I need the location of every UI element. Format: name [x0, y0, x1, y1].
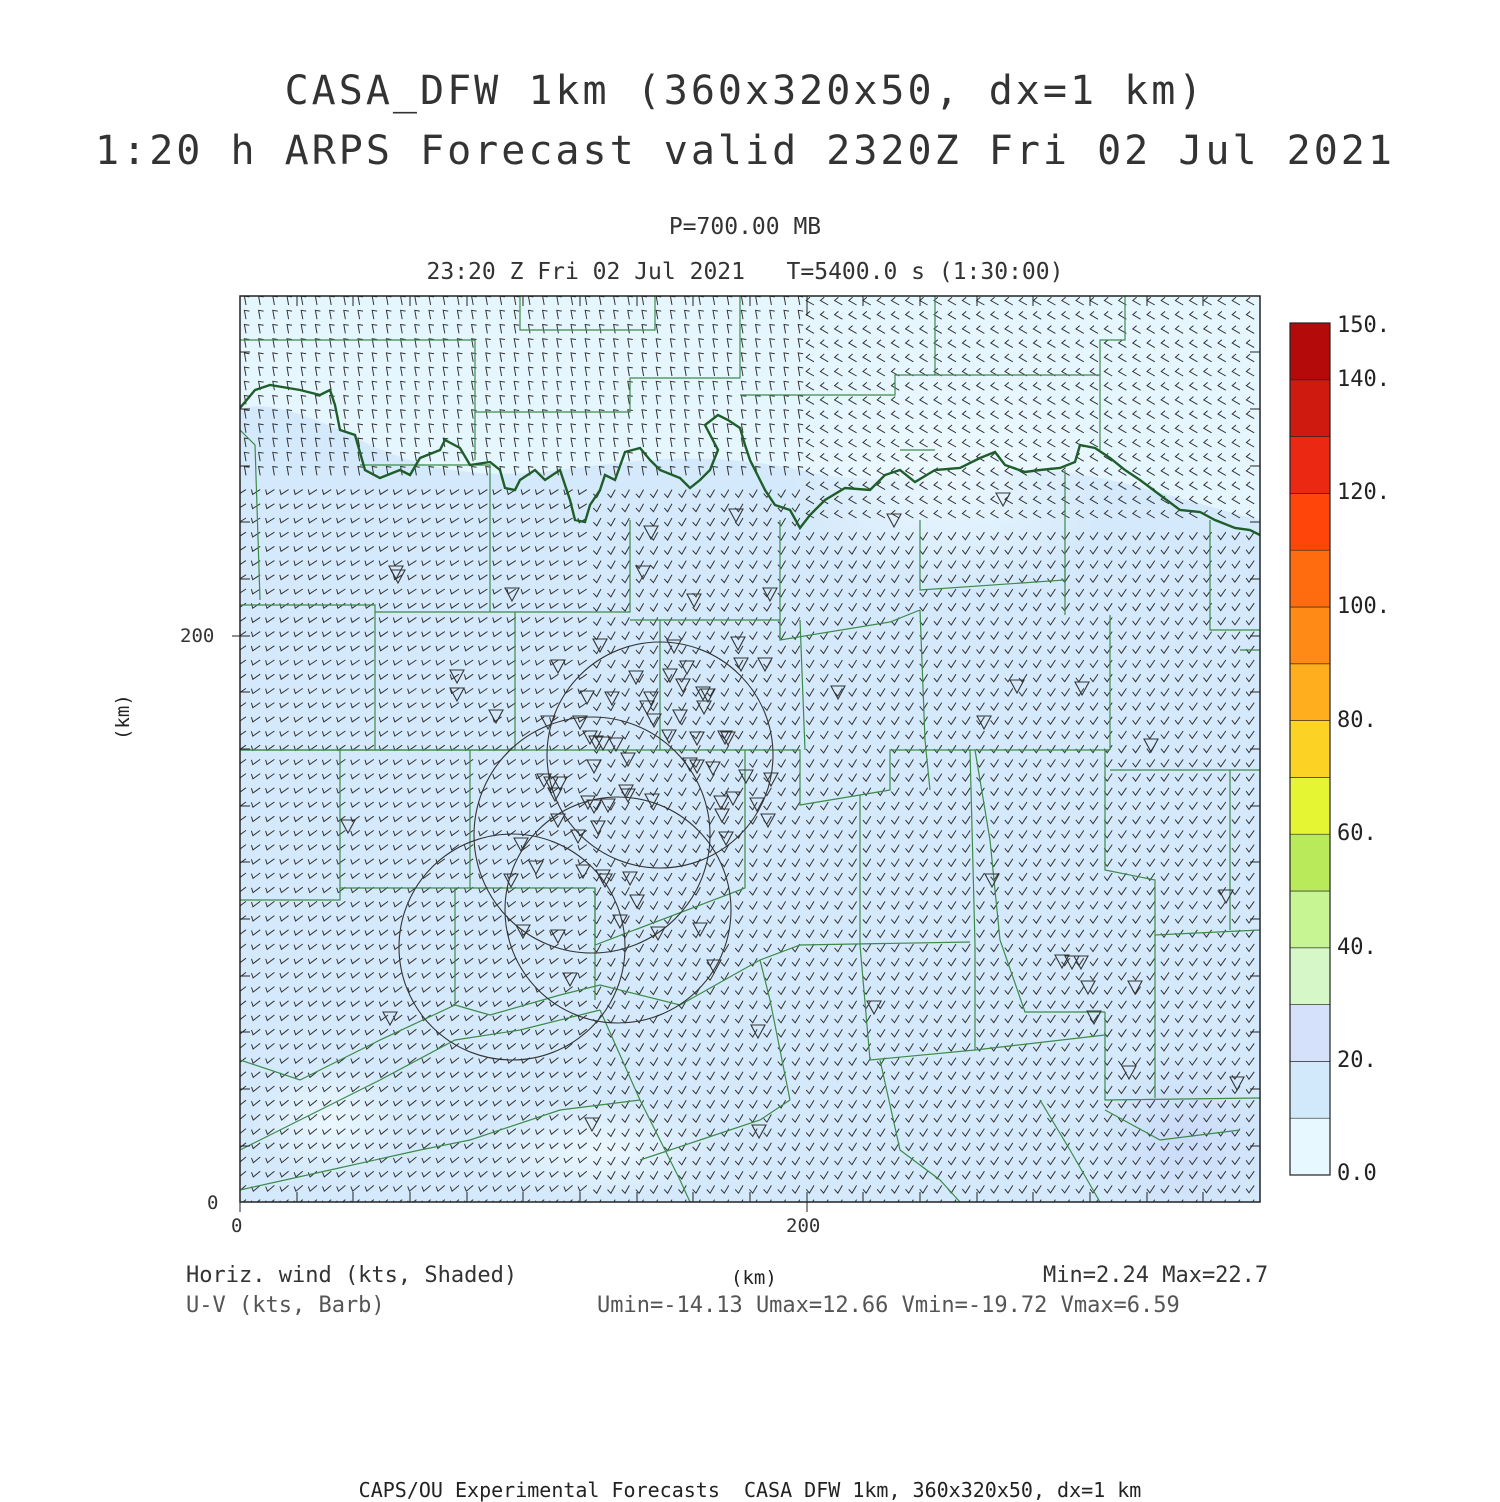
- colorbar-segment: [1290, 721, 1330, 778]
- colorbar-segment: [1290, 607, 1330, 664]
- x-axis-label: (km): [731, 1267, 777, 1289]
- colorbar-segment: [1290, 1061, 1330, 1118]
- colorbar-segment: [1290, 948, 1330, 1005]
- y-axis-label: (km): [112, 694, 134, 740]
- title-line-1: CASA_DFW 1km (360x320x50, dx=1 km): [284, 68, 1206, 114]
- colorbar-label-140: 140.: [1337, 367, 1390, 392]
- valid-time: 23:20 Z Fri 02 Jul 2021 T=5400.0 s (1:30:00): [426, 259, 1064, 285]
- colorbar-segment: [1290, 891, 1330, 948]
- colorbar-label-0: 0.0: [1337, 1161, 1377, 1186]
- colorbar-segment: [1290, 664, 1330, 721]
- uv-min-max: Umin=-14.13 Umax=12.66 Vmin=-19.72 Vmax=6.59: [597, 1293, 1180, 1318]
- colorbar-label-150: 150.: [1337, 313, 1390, 338]
- colorbar-label-100: 100.: [1337, 594, 1390, 619]
- field-label-barb: U-V (kts, Barb): [186, 1293, 385, 1318]
- colorbar-segment: [1290, 323, 1330, 380]
- field-min-max: Min=2.24 Max=22.7: [1043, 1263, 1269, 1288]
- colorbar: [1290, 323, 1330, 1175]
- title-line-2: 1:20 h ARPS Forecast valid 2320Z Fri 02 Jul 2021: [95, 128, 1395, 174]
- x-tick-200: 200: [786, 1215, 821, 1237]
- colorbar-segment: [1290, 437, 1330, 494]
- colorbar-label-120: 120.: [1337, 480, 1390, 505]
- colorbar-segment: [1290, 1118, 1330, 1175]
- y-tick-0: 0: [207, 1192, 219, 1214]
- footer-credit: CAPS/OU Experimental Forecasts CASA DFW 1km, 360x320x50, dx=1 km: [358, 1478, 1142, 1502]
- x-tick-0: 0: [231, 1215, 243, 1237]
- y-tick-200: 200: [180, 625, 215, 647]
- field-label-shaded: Horiz. wind (kts, Shaded): [186, 1263, 518, 1288]
- colorbar-label-20: 20.: [1337, 1048, 1377, 1073]
- colorbar-label-60: 60.: [1337, 821, 1377, 846]
- colorbar-label-80: 80.: [1337, 708, 1377, 733]
- colorbar-segment: [1290, 550, 1330, 607]
- colorbar-segment: [1290, 1005, 1330, 1062]
- colorbar-segment: [1290, 380, 1330, 437]
- colorbar-segment: [1290, 777, 1330, 834]
- colorbar-segment: [1290, 493, 1330, 550]
- wind-speed-shading: [240, 296, 1275, 1230]
- colorbar-segment: [1290, 834, 1330, 891]
- colorbar-label-40: 40.: [1337, 935, 1377, 960]
- pressure-level: P=700.00 MB: [668, 214, 822, 240]
